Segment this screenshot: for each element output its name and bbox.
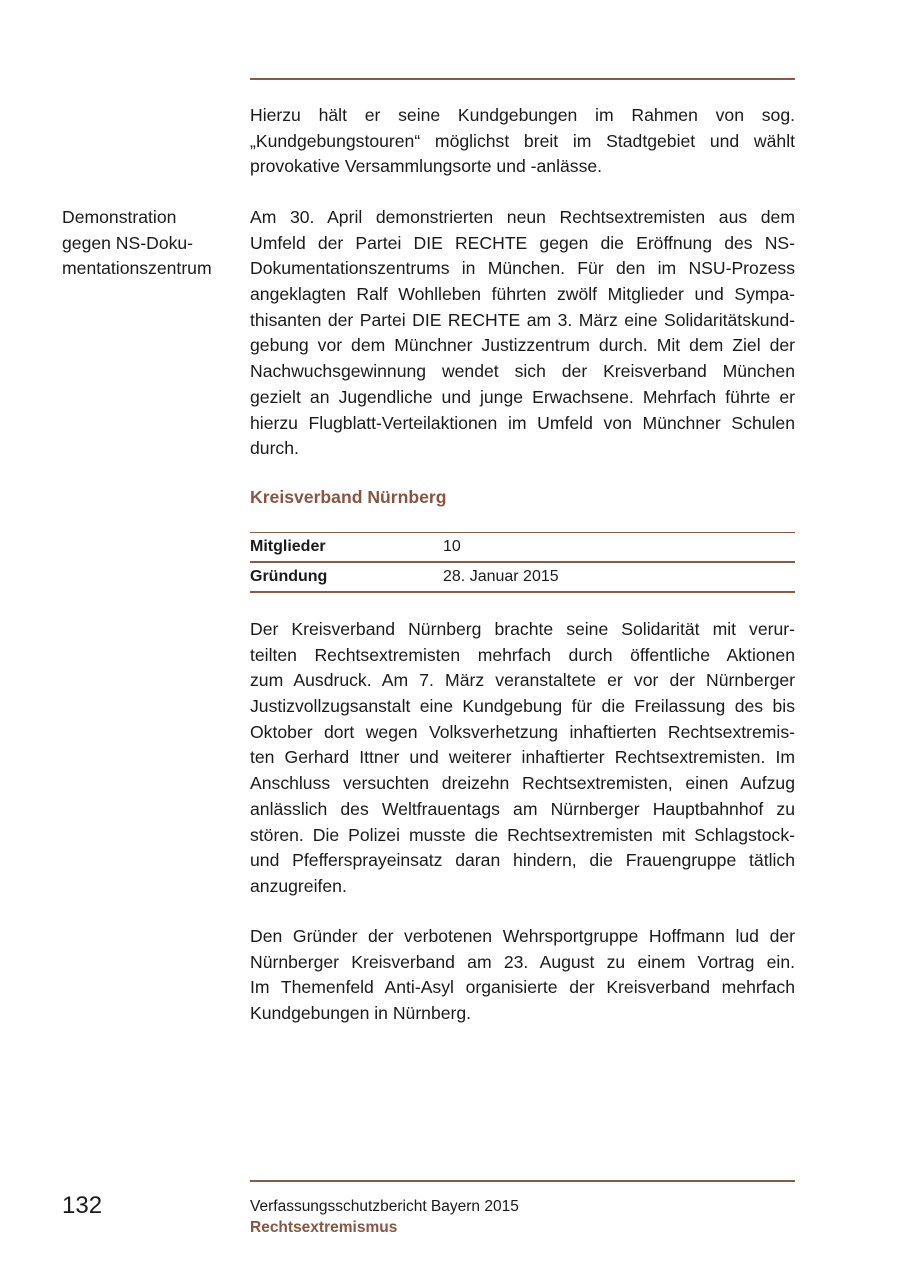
footer (250, 1196, 519, 1238)
section-title: Rechtsextremismus (250, 1219, 398, 1236)
text-line: Umfeld der Partei DIE RECHTE gegen die Eröffnung des NS- (250, 232, 795, 253)
text-line: „Kundgebungstouren“ möglichst breit im Stadtgebiet und wählt (250, 130, 795, 151)
table-value: 10 (443, 533, 795, 563)
footer-rule (250, 1180, 795, 1182)
text-line: stören. Die Polizei musste die Rechtsextremisten mit Schlagstock- (250, 824, 795, 845)
table-row (250, 533, 795, 563)
info-table (250, 532, 795, 593)
text-line: und Pfeffersprayeinsatz daran hindern, die Frauengruppe tätlich (250, 850, 795, 871)
margin-note (62, 205, 212, 282)
text-line: teilten Rechtsextremisten mehrfach durch öffentliche Aktionen (250, 644, 795, 665)
table-row (250, 562, 795, 592)
paragraph-4 (250, 924, 795, 1027)
text-line: angeklagten Ralf Wohlleben führten zwölf Mitglieder und Sympa- (250, 284, 795, 305)
table-value: 28. Januar 2015 (443, 562, 795, 592)
page-number: 132 (62, 1192, 103, 1219)
paragraph-3 (250, 617, 795, 900)
text-line: Nürnberger Kreisverband am 23. August zu einem Vortrag ein. (250, 951, 795, 972)
paragraph-2 (250, 205, 795, 462)
margin-note-line: mentationszentrum (62, 258, 212, 279)
text-line: Der Kreisverband Nürnberg brachte seine Solidarität mit verur- (250, 619, 795, 639)
table-key: Gründung (250, 562, 443, 592)
text-line: Am 30. April demonstrierten neun Rechtsextremisten aus dem (250, 207, 795, 227)
text-line: Oktober dort wegen Volksverhetzung inhaftierten Rechtsextremis- (250, 721, 795, 742)
text-line: Anschluss versuchten dreizehn Rechtsextremisten, einen Aufzug (250, 773, 795, 794)
section-heading: Kreisverband Nürnberg (250, 487, 447, 507)
text-line: gebung vor dem Münchner Justizzentrum durch. Mit dem Ziel der (250, 335, 795, 356)
margin-note-line: Demonstration (62, 207, 177, 227)
text-line: hierzu Flugblatt-Verteilaktionen im Umfeld von Münchner Schulen (250, 412, 795, 433)
text-line: anlässlich des Weltfrauentags am Nürnberger Hauptbahnhof zu (250, 798, 795, 819)
text-line: Hierzu hält er seine Kundgebungen im Rahmen von sog. (250, 105, 795, 125)
text-line: anzugreifen. (250, 875, 347, 896)
text-line: Im Themenfeld Anti-Asyl organisierte der Kreisverband mehrfach (250, 977, 795, 998)
text-line: durch. (250, 438, 299, 459)
text-line: Nachwuchsgewinnung wendet sich der Kreisverband München (250, 361, 795, 382)
table-key: Mitglieder (250, 533, 443, 563)
publication-title: Verfassungsschutzbericht Bayern 2015 (250, 1198, 519, 1215)
text-line: Justizvollzugsanstalt eine Kundgebung für die Freilassung des bis (250, 696, 795, 717)
paragraph-1 (250, 103, 795, 180)
text-line: gezielt an Jugendliche und junge Erwachsene. Mehrfach führte er (250, 386, 795, 407)
top-rule (250, 78, 795, 80)
margin-note-line: gegen NS-Doku- (62, 232, 194, 253)
text-line: zum Ausdruck. Am 7. März veranstaltete er vor der Nürnberger (250, 670, 795, 691)
text-line: Dokumentationszentrums in München. Für den im NSU-Prozess (250, 258, 795, 279)
text-line: thisanten der Partei DIE RECHTE am 3. März eine Solidaritätskund- (250, 309, 795, 330)
text-line: provokative Versammlungsorte und -anlässe. (250, 156, 603, 177)
text-line: Den Gründer der verbotenen Wehrsportgruppe Hoffmann lud der (250, 926, 795, 946)
text-line: Kundgebungen in Nürnberg. (250, 1003, 472, 1024)
text-line: ten Gerhard Ittner und weiterer inhaftierter Rechtsextremisten. Im (250, 747, 795, 768)
